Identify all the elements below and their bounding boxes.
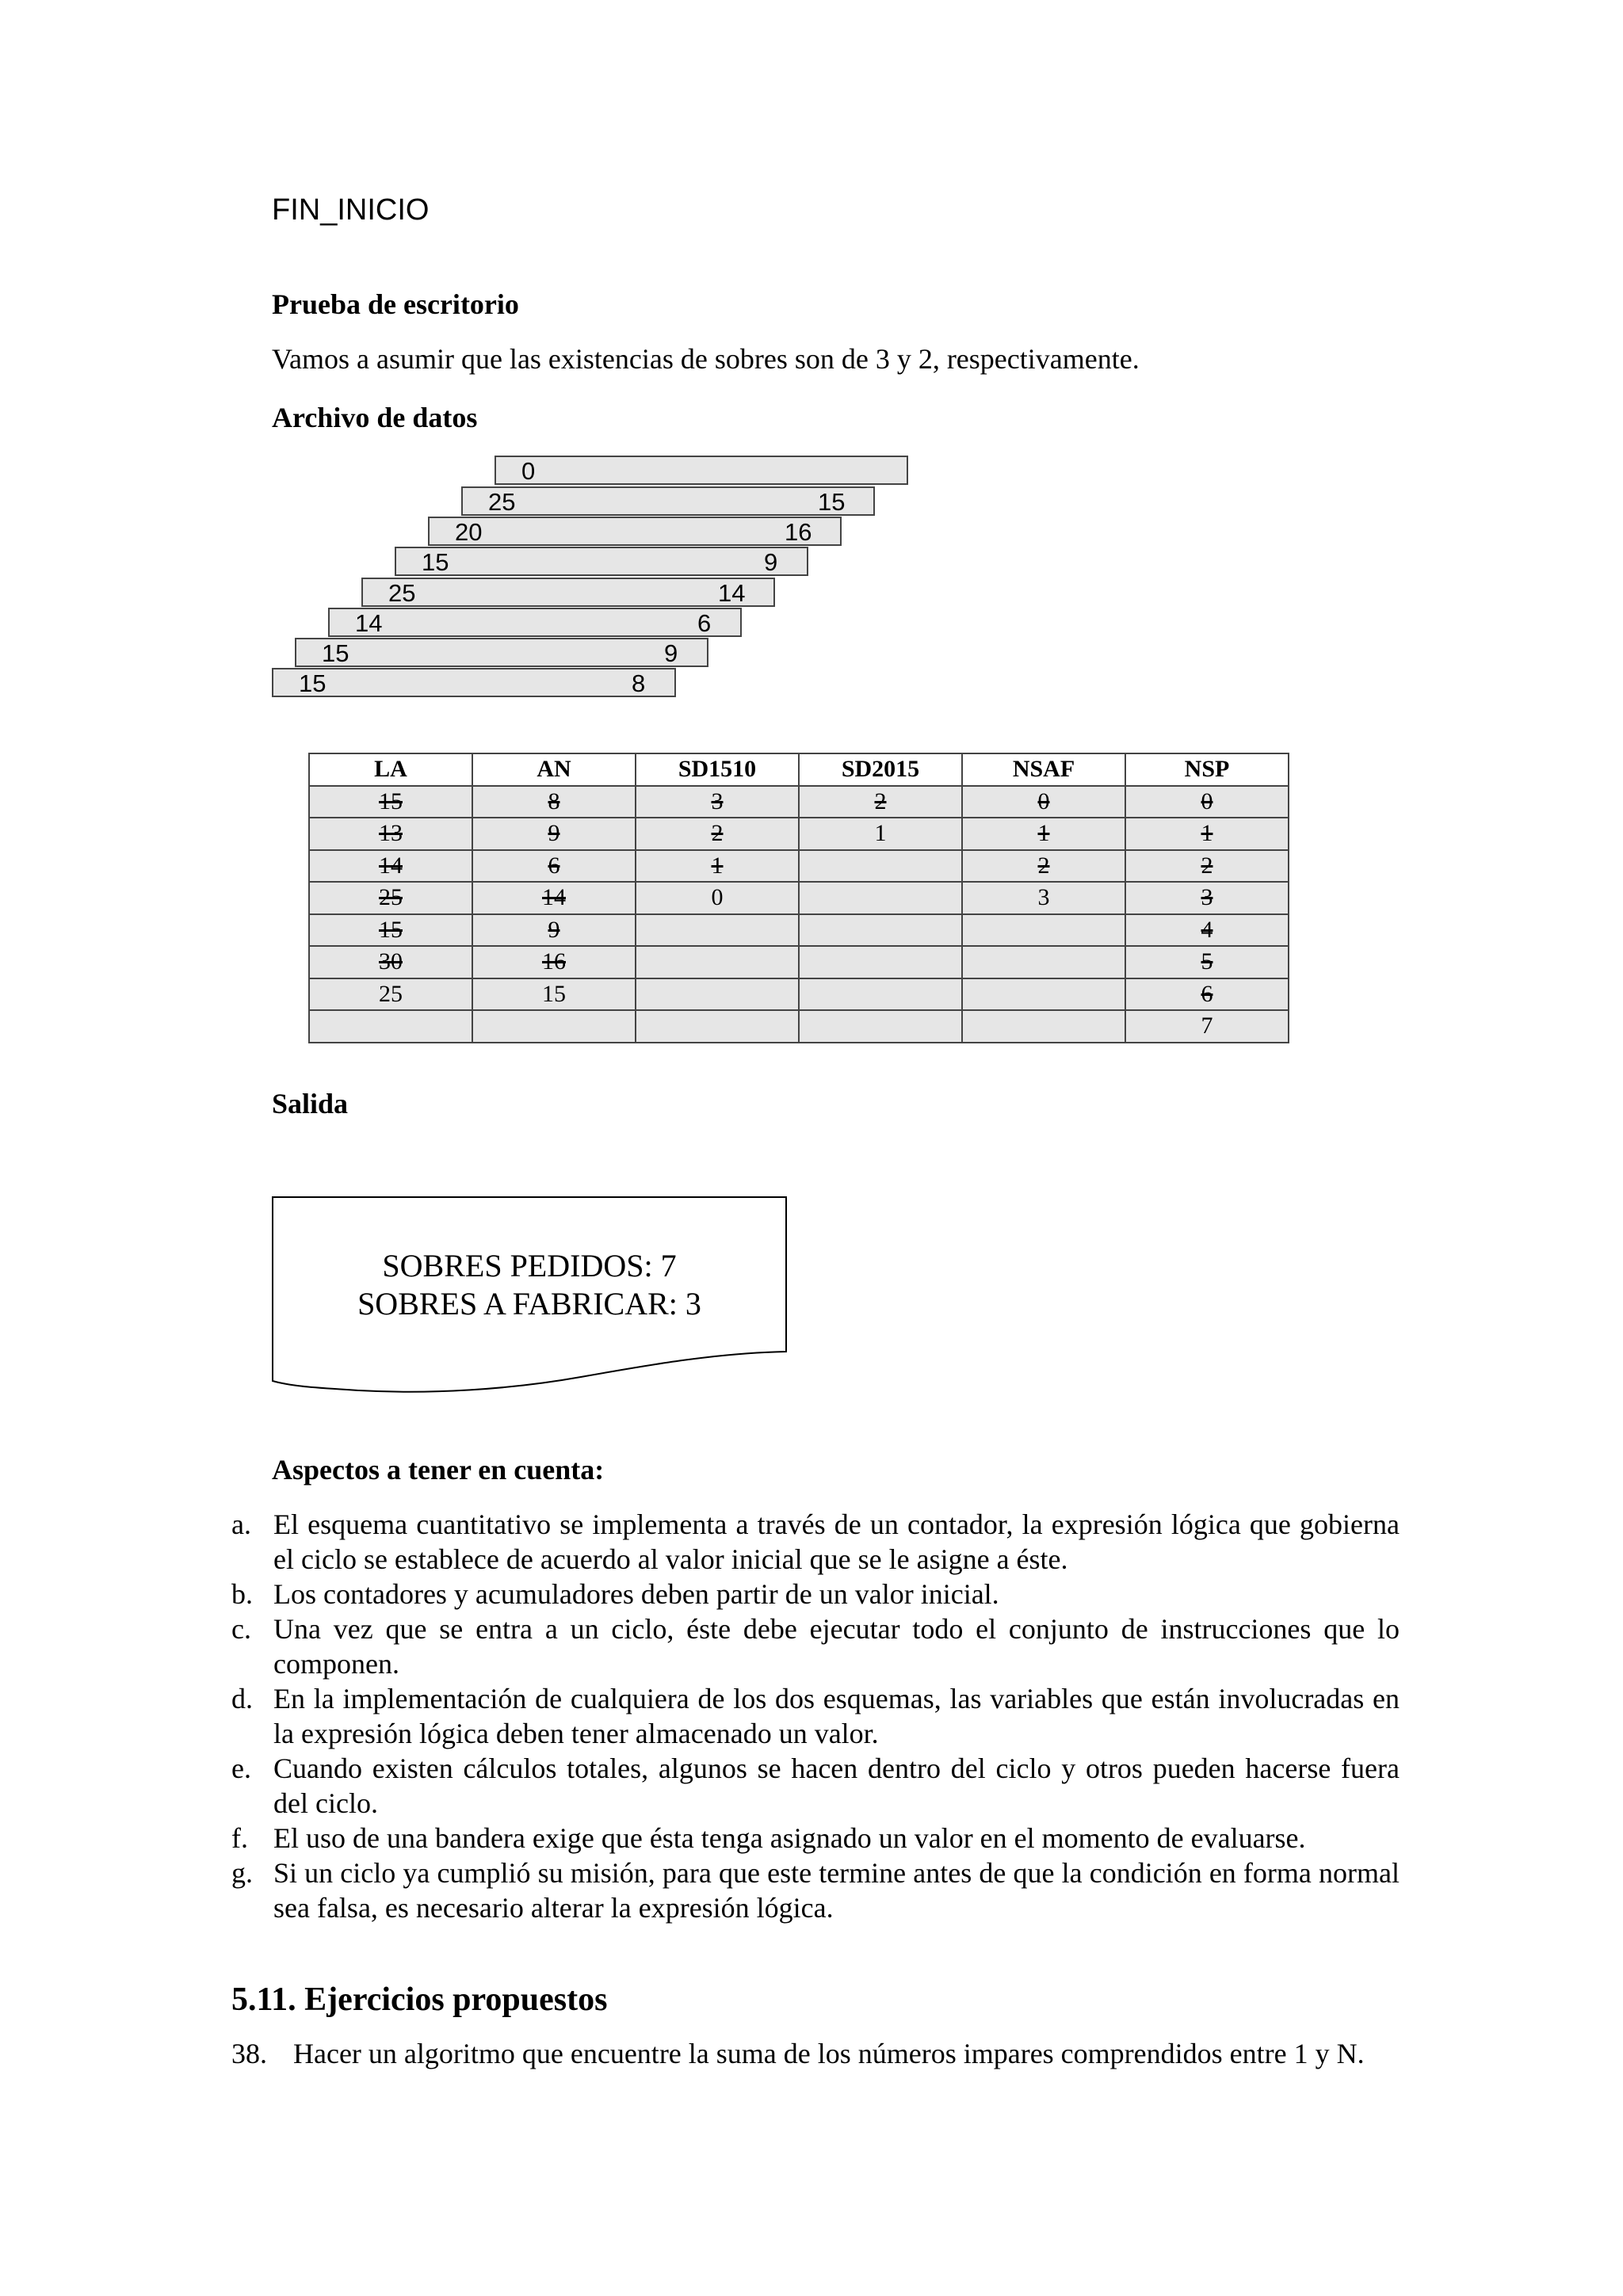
output-line: SOBRES A FABRICAR: 3	[357, 1286, 701, 1322]
table-cell: 9	[548, 820, 560, 847]
table-cell: 7	[1201, 1013, 1213, 1039]
table-row	[309, 914, 1289, 947]
prueba-text: Vamos a asumir que las existencias de sobres son de 3 y 2, respectivamente.	[272, 343, 1140, 375]
fin-inicio: FIN_INICIO	[272, 193, 430, 227]
table-header-row	[309, 753, 1289, 786]
card-value-b: 15	[818, 488, 846, 516]
card-value-b: 9	[664, 639, 678, 667]
card-value-b: 16	[785, 518, 812, 546]
table-cell: 3	[1201, 884, 1213, 911]
card-value-b: 9	[764, 548, 778, 576]
output-text	[272, 1247, 787, 1323]
table-cell: 2	[874, 788, 887, 814]
column-header: AN	[472, 753, 636, 786]
card-value-a: 14	[355, 609, 383, 637]
data-card	[495, 456, 908, 485]
list-marker: c.	[231, 1613, 251, 1645]
card-value-a: 15	[299, 669, 327, 697]
card-value-b: 14	[718, 579, 746, 607]
card-value-a: 15	[322, 639, 349, 667]
table-row	[309, 818, 1289, 850]
list-marker: f.	[231, 1822, 248, 1854]
list-item	[231, 1821, 1400, 1855]
table-row	[309, 850, 1289, 883]
output-line: SOBRES PEDIDOS: 7	[382, 1248, 677, 1283]
table-cell: 1	[1201, 820, 1213, 847]
data-card	[461, 486, 875, 516]
column-header: NSAF	[962, 753, 1125, 786]
card-value-a: 25	[488, 488, 516, 516]
list-item	[231, 1681, 1400, 1751]
list-marker: a.	[231, 1508, 251, 1540]
list-marker: e.	[231, 1753, 251, 1784]
aspects-list	[231, 1507, 1400, 1925]
list-item	[231, 1751, 1400, 1821]
column-header: SD2015	[799, 753, 962, 786]
table-cell: 25	[379, 980, 403, 1007]
list-item	[231, 1507, 1400, 1577]
exercise-number: 38.	[231, 2038, 267, 2069]
card-value-b: 8	[632, 669, 646, 697]
table-cell: 3	[1037, 884, 1050, 911]
table-cell: 15	[379, 788, 403, 814]
table-cell: 3	[711, 788, 724, 814]
archivo-title: Archivo de datos	[272, 402, 478, 433]
data-card	[395, 547, 808, 576]
card-value-a: 0	[521, 457, 536, 485]
table-cell: 15	[379, 916, 403, 943]
table-cell: 2	[1037, 852, 1050, 879]
list-item-text: El esquema cuantitativo se implementa a través de un contador, la expresión lógica que gobierna el ciclo se establece de acuerdo al valor inicial que se le asigne a éste.	[273, 1508, 1400, 1575]
list-item	[231, 1611, 1400, 1681]
exercise-item	[231, 2036, 1400, 2071]
table-cell: 16	[542, 948, 566, 975]
list-marker: g.	[231, 1857, 253, 1889]
card-value-a: 25	[388, 579, 416, 607]
section-title: 5.11. Ejercicios propuestos	[231, 1981, 608, 2018]
table-cell: 2	[711, 820, 724, 847]
table-row	[309, 882, 1289, 914]
table-cell: 4	[1201, 916, 1213, 943]
table-cell: 6	[1201, 980, 1213, 1007]
list-item-text: Una vez que se entra a un ciclo, éste debe ejecutar todo el conjunto de instrucciones que lo componen.	[273, 1613, 1400, 1680]
table-cell: 14	[379, 852, 403, 879]
data-card	[361, 578, 775, 607]
prueba-title: Prueba de escritorio	[272, 288, 519, 320]
list-item-text: Cuando existen cálculos totales, algunos se hacen dentro del ciclo y otros pueden hacerse fuera del ciclo.	[273, 1753, 1400, 1819]
salida-title: Salida	[272, 1088, 349, 1119]
list-item	[231, 1577, 1400, 1611]
list-marker: b.	[231, 1578, 253, 1610]
table-cell: 6	[548, 852, 560, 879]
list-marker: d.	[231, 1683, 253, 1714]
table-cell: 8	[548, 788, 560, 814]
table-cell: 15	[542, 980, 566, 1007]
column-header: NSP	[1125, 753, 1289, 786]
trace-table	[308, 753, 1289, 1043]
data-card	[272, 668, 676, 697]
table-cell: 25	[379, 884, 403, 911]
table-cell: 1	[711, 852, 724, 879]
table-cell: 1	[874, 820, 887, 847]
list-item-text: Si un ciclo ya cumplió su misión, para que este termine antes de que la condición en forma normal sea falsa, es necesario alterar la expresión lógica.	[273, 1857, 1400, 1924]
card-value-a: 20	[455, 518, 483, 546]
table-cell: 2	[1201, 852, 1213, 879]
table-row	[309, 1010, 1289, 1043]
card-value-a: 15	[422, 548, 449, 576]
table-row	[309, 946, 1289, 978]
table-row	[309, 978, 1289, 1011]
column-header: LA	[309, 753, 472, 786]
list-item-text: El uso de una bandera exige que ésta tenga asignado un valor en el momento de evaluarse.	[273, 1822, 1306, 1854]
aspectos-title: Aspectos a tener en cuenta:	[272, 1454, 605, 1486]
data-card	[328, 608, 742, 637]
data-card	[295, 638, 708, 667]
table-row	[309, 786, 1289, 818]
table-cell: 0	[1201, 788, 1213, 814]
table-cell: 5	[1201, 948, 1213, 975]
table-cell: 13	[379, 820, 403, 847]
list-item-text: Los contadores y acumuladores deben partir de un valor inicial.	[273, 1578, 999, 1610]
column-header: SD1510	[636, 753, 799, 786]
table-cell: 14	[542, 884, 566, 911]
table-cell: 1	[1037, 820, 1050, 847]
exercise-text: Hacer un algoritmo que encuentre la suma de los números impares comprendidos entre 1 y N.	[293, 2038, 1365, 2069]
card-value-b: 6	[697, 609, 712, 637]
table-cell: 30	[379, 948, 403, 975]
list-item	[231, 1855, 1400, 1925]
table-cell: 9	[548, 916, 560, 943]
table-cell: 0	[1037, 788, 1050, 814]
list-item-text: En la implementación de cualquiera de los dos esquemas, las variables que están involucradas en la expresión lógica deben tener almacenado un valor.	[273, 1683, 1400, 1749]
table-cell: 0	[711, 884, 724, 911]
data-card	[428, 517, 842, 546]
